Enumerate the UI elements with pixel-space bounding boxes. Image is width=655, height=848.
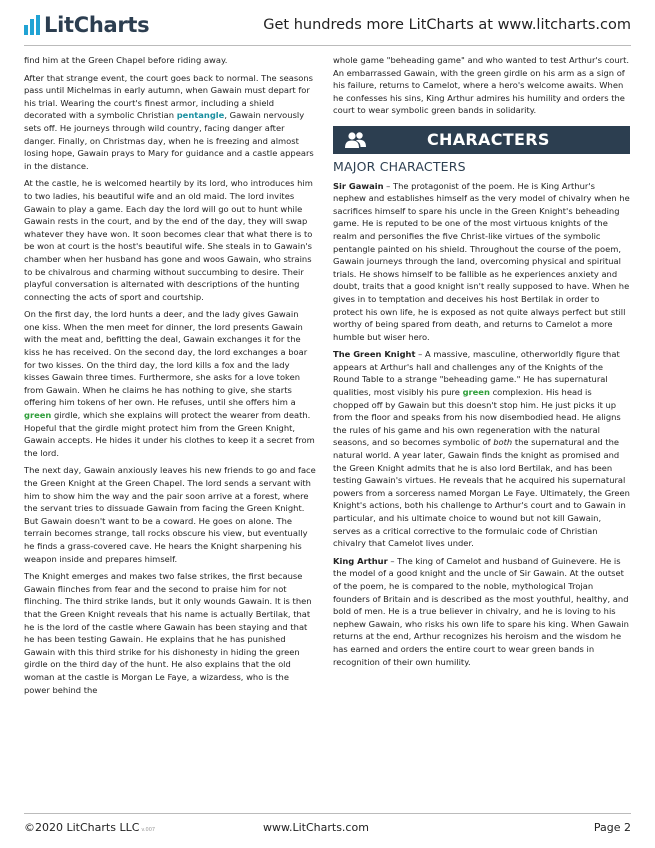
- character-entry-gawain: Sir Gawain – The protagonist of the poem. He is King Arthur's nephew and establishes himself as the very model of chivalry when he sacrifices himself to spare his uncle in the Green Knight's beheading game. He is reputed to be one of the most virtuous knights of the realm and personifies the five Christ-like virtues of the symbolic pentangle painted on his shield. Throughout the course of the poem, Gawain journeys through the land, overcoming physical and spiritual trials. He shows himself to be fallible as he experiences anxiety and doubt, traits that a good knight isn't really supposed to have. When he gives in to temptation and deceives his host Bertilak in order to protect his own life, he is exposed as not quite always perfect but still worthy of being spared from death, and returns to Camelot a more humble but wiser hero.: [333, 180, 630, 342]
- left-column: [24, 54, 316, 701]
- character-name[interactable]: King Arthur: [333, 555, 388, 566]
- footer-copyright: ©2020 LitCharts LLC v.007: [24, 821, 156, 834]
- right-column: [333, 54, 630, 673]
- summary-paragraph: whole game "beheading game" and who wanted to test Arthur's court. An embarrassed Gawain, with the green girdle on his arm as a sign of his failure, returns to Camelot, where a hero's welcome awaits. When he confesses his sins, King Arthur admires his humility and orders the court to wear symbolic green bands in solidarity.: [333, 55, 630, 116]
- summary-paragraph: The Knight emerges and makes two false strikes, the first because Gawain flinches from fear and the second to praise him for not flinching. The third strike lands, but it only wounds Gawain. It is then that the Green Knight reveals that his name is actually Bertilak, that he is the lord of the castle where Gawain has been staying and that he has been testing Gawain. He explains that he has punished Gawain with this third strike for his dishonesty in hiding the green girdle on the third day of the hunt. He also explains that the old woman at the castle is Morgan Le Faye, a wizardess, who is the power behind the: [24, 571, 312, 695]
- character-name[interactable]: Sir Gawain: [333, 180, 384, 191]
- characters-section-header: [333, 126, 630, 154]
- footer-divider: [24, 813, 631, 814]
- version-label: v.007: [141, 827, 156, 833]
- green-symbol-link[interactable]: green: [24, 410, 52, 421]
- summary-paragraph: find him at the Green Chapel before riding away.: [24, 55, 228, 65]
- footer-website-link[interactable]: www.LitCharts.com: [263, 821, 369, 834]
- section-title: CHARACTERS: [427, 129, 550, 149]
- summary-paragraph: After that strange event, the court goes back to normal. The seasons pass until Michelmas in early autumn, when Gawain must depart for his trial. Wearing the court's finest armor, including a shield decorated with a symbolic Christian pentangle, Gawain nervously sets off. He journeys through wild country, facing danger after danger. Finally, on Christmas day, when he is freezing and almost losing hope, Gawain prays to Mary for guidance and a castle appears in the distance.: [24, 72, 314, 171]
- page-number: Page 2: [593, 821, 631, 834]
- green-symbol-link[interactable]: green: [462, 387, 490, 398]
- logo-bars-icon: [24, 15, 40, 35]
- header-divider: [24, 45, 631, 46]
- pentangle-symbol-link[interactable]: pentangle: [176, 110, 225, 121]
- logo-text: LitCharts: [44, 13, 150, 37]
- header-tagline[interactable]: Get hundreds more LitCharts at www.litcharts.com: [263, 17, 631, 33]
- summary-paragraph: The next day, Gawain anxiously leaves his new friends to go and face the Green Knight at the Green Chapel. The lord sends a servant with him to show him the way and the pair soon arrive at a forest, where the servant tries to dissuade Gawain from facing the Green Knight. But Gawain doesn't want to be a coward. He goes on alone. The terrain becomes strange, tall rocks obscure his view, but eventually he finds a grass-covered cave. He hears the Knight sharpening his weapon inside and prepares himself.: [24, 465, 316, 564]
- page-header: [0, 0, 655, 46]
- litcharts-logo[interactable]: [24, 13, 149, 37]
- character-entry-arthur: King Arthur – The king of Camelot and husband of Guinevere. He is the model of a good knight and the uncle of Sir Gawain. At the outset of the poem, he is compared to the noble, mythological Trojan founders of Britain and is described as the most youthful, healthy, and bold of men. He is a true believer in chivalry, and he is loving to his nephew Gawain, who risks his own life to spare his king. When Gawain returns at the end, Arthur recognizes his heroism and the wisdom he has earned and orders the entire court to wear green bands in recognition of their own humility.: [333, 555, 629, 667]
- characters-icon: [343, 131, 369, 149]
- major-characters-heading: MAJOR CHARACTERS: [333, 158, 466, 174]
- summary-paragraph: On the first day, the lord hunts a deer, and the lady gives Gawain one kiss. When the men meet for dinner, the lord presents Gawain with the meat and, befitting the deal, Gawain exchanges it for the kiss he has received. On the second day, the lord exchanges a boar for two kisses. On the third day, the lord kills a fox and the lady kisses Gawain three times. Furthermore, she asks for a love token from Gawain. When he claims he has nothing to give, she starts offering him tokens of her own. He refuses, until she offers him a green girdle, which she explains will protect the wearer from death. Hopeful that the girdle might protect him from the Green Knight, Gawain accepts. He hides it under his clothes to keep it a secret from the lord.: [24, 309, 315, 458]
- character-name[interactable]: The Green Knight: [333, 349, 416, 360]
- character-entry-green-knight: The Green Knight – A massive, masculine, otherworldly figure that appears at Arthur's hall and challenges any of the Knights of the Round Table to a strange "beheading game." He has supernatural qualities, most visibly his pure green complexion. His head is chopped off by Gawain but this doesn't stop him. He just picks it up from the floor and speaks from his now disembodied head. He aligns the rules of his game and his own regeneration with the natural seasons, and so becomes symbolic of both the supernatural and the natural world. A year later, Gawain finds the knight as promised and the Green Knight admits that he is also lord Bertilak, and has been testing Gawain's virtues. He reveals that he acquired his supernatural powers from a sorceress named Morgan Le Faye. Ultimately, the Green Knight's actions, both his challenge to Arthur's court and to Gawain in particular, and his ultimate choice to wound but not kill Gawain, serves as a critical corrective to the formulaic code of Christian chivalry that Camelot lives under.: [333, 349, 630, 549]
- summary-paragraph: At the castle, he is welcomed heartily by its lord, who introduces him to two ladies, his beautiful wife and an old maid. The lord invites Gawain to play a game. Each day the lord will go out to hunt while Gawain rests in the court, and by the end of the day, they will swap whatever they have won. It soon becomes clear that what there is to be won at court is the host's beautiful wife. She steals in to Gawain's chamber when her husband has gone and woos Gawain, who strains to be chivalrous and charming without succumbing to desire. Their playful conversation is alternated with descriptions of the hunting connecting the acts of sport and courtship.: [24, 178, 313, 302]
